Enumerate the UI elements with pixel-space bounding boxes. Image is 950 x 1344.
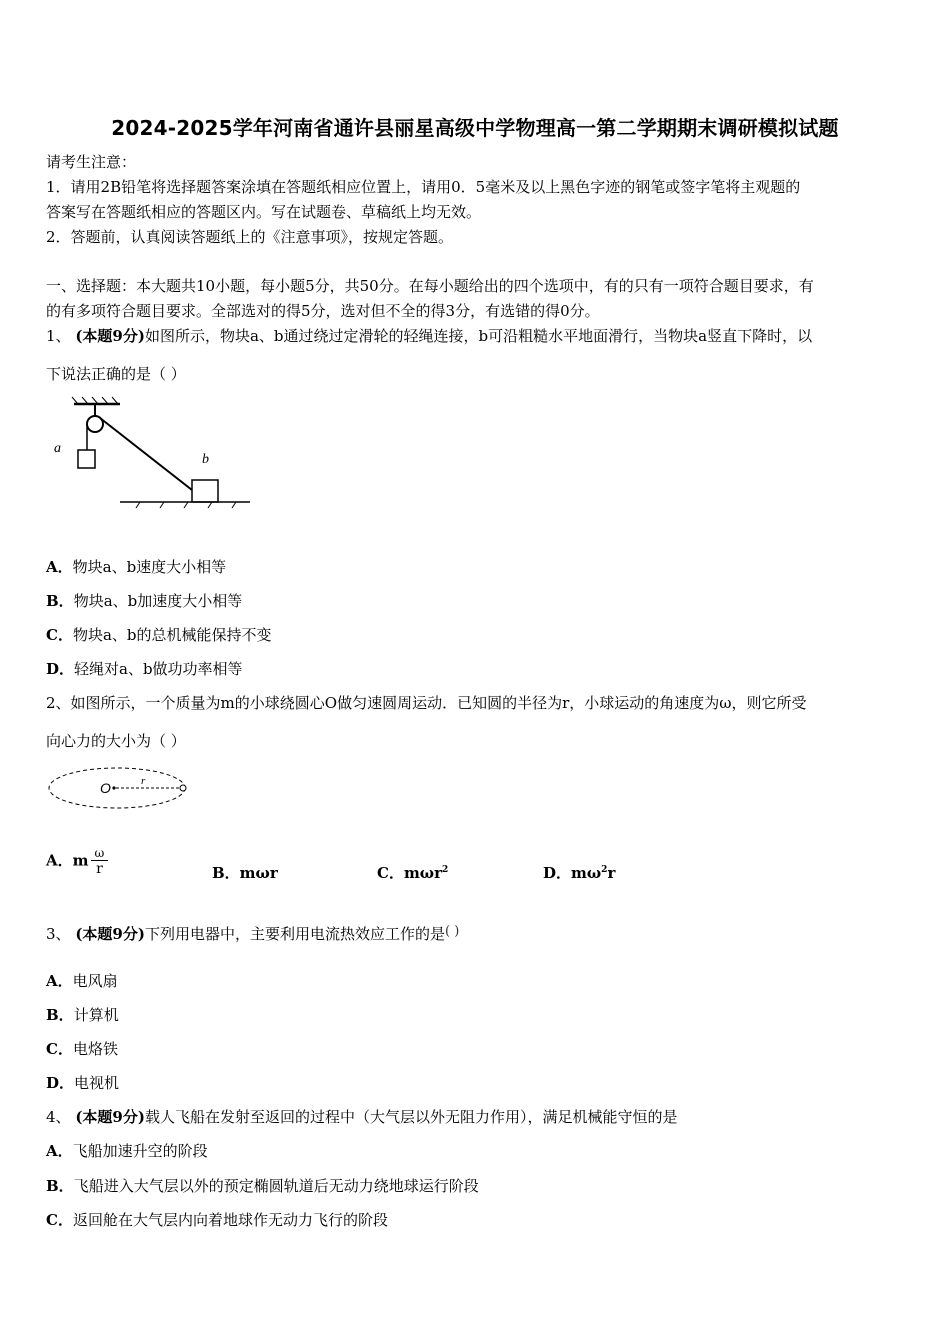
center-point — [112, 786, 115, 789]
q2-option-c[interactable]: C．mωr$^2$ — [377, 864, 449, 882]
q1-option-b[interactable]: B．物块a、b加速度大小相等 — [46, 592, 243, 610]
notice-line-3: 2．答题前，认真阅读答题纸上的《注意事项》，按规定答题。 — [46, 228, 454, 246]
ground-hatch — [136, 502, 140, 508]
q3-option-c[interactable]: C．电烙铁 — [46, 1040, 118, 1058]
q1-option-a[interactable]: A．物块a、b速度大小相等 — [46, 558, 227, 576]
q1-option-c[interactable]: C．物块a、b的总机械能保持不变 — [46, 626, 272, 644]
q3-answer-paren: ( ) — [444, 924, 460, 939]
q1-stem-line-1 — [46, 326, 812, 346]
q4-option-a[interactable]: A．飞船加速升空的阶段 — [46, 1142, 208, 1160]
q4-option-c[interactable]: C．返回舱在大气层内向着地球作无动力飞行的阶段 — [46, 1211, 388, 1229]
label-r: r — [141, 775, 146, 787]
q2-option-a[interactable]: A．m $\frac{\omega}{r}$ — [46, 846, 108, 877]
block-a — [78, 450, 95, 468]
q1-score: (本题9分) — [75, 327, 145, 345]
q1-stem-line-2: 下说法正确的是（ ） — [46, 365, 186, 383]
label-a: a — [54, 441, 61, 456]
notice-heading: 请考生注意： — [46, 153, 137, 171]
q1-text: 如图所示，物块a、b通过绕过定滑轮的轻绳连接，b可沿粗糙水平地面滑行，当物块a竖直下降时，以 — [144, 327, 813, 345]
block-b — [192, 480, 218, 502]
q3-option-a[interactable]: A．电风扇 — [46, 972, 118, 990]
rope-to-b — [100, 418, 192, 490]
ground-hatch — [160, 502, 164, 508]
q3-option-b[interactable]: B．计算机 — [46, 1006, 119, 1024]
ground-hatch — [232, 502, 236, 508]
q1-number: 1、 — [46, 327, 71, 345]
q2-stem-line-2: 向心力的大小为（ ） — [46, 732, 186, 750]
q2-option-d[interactable]: D．$m\omega^2r$ — [543, 864, 616, 882]
q2-option-b[interactable]: B．mωr — [212, 864, 278, 882]
label-o: O — [100, 780, 111, 796]
ball — [180, 785, 186, 791]
q1-pulley-figure — [40, 392, 260, 514]
q4-option-b[interactable]: B．飞船进入大气层以外的预定椭圆轨道后无动力绕地球运行阶段 — [46, 1177, 479, 1195]
label-b: b — [202, 452, 209, 467]
notice-line-1: 1．请用2B铅笔将选择题答案涂填在答题纸相应位置上，请用0．5毫米及以上黑色字迹的钢笔或签字笔将主观题的 — [46, 178, 801, 196]
section-line-1: 一、选择题：本大题共10小题，每小题5分，共50分。在每小题给出的四个选项中，有的只有一项符合题目要求，有 — [46, 277, 814, 295]
fraction-omega-over-r: $\frac{\omega}{r}$ — [91, 846, 109, 877]
q2-stem-line-1: 2、如图所示，一个质量为m的小球绕圆心O做匀速圆周运动．已知圆的半径为r，小球运动的角速度为ω，则它所受 — [46, 694, 807, 712]
q1-option-d[interactable]: D．轻绳对a、b做功功率相等 — [46, 660, 243, 678]
q4-stem: 4、 (本题9分)载人飞船在发射至返回的过程中（大气层以外无阻力作用），满足机械能守恒的是 — [46, 1108, 678, 1126]
section-line-2: 的有多项符合题目要求。全部选对的得5分，选对但不全的得3分，有选错的得0分。 — [46, 302, 600, 320]
q2-circle-figure — [44, 764, 194, 814]
notice-line-2: 答案写在答题纸相应的答题区内。写在试题卷、草稿纸上均无效。 — [46, 203, 482, 221]
ground-hatch — [208, 502, 212, 508]
q3-stem: 3、 (本题9分)下列用电器中，主要利用电流热效应工作的是( ) — [46, 924, 460, 943]
page-title: 2024-2025学年河南省通许县丽星高级中学物理高一第二学期期末调研模拟试题 — [111, 116, 839, 140]
q3-option-d[interactable]: D．电视机 — [46, 1074, 120, 1092]
ground-hatch — [184, 502, 188, 508]
